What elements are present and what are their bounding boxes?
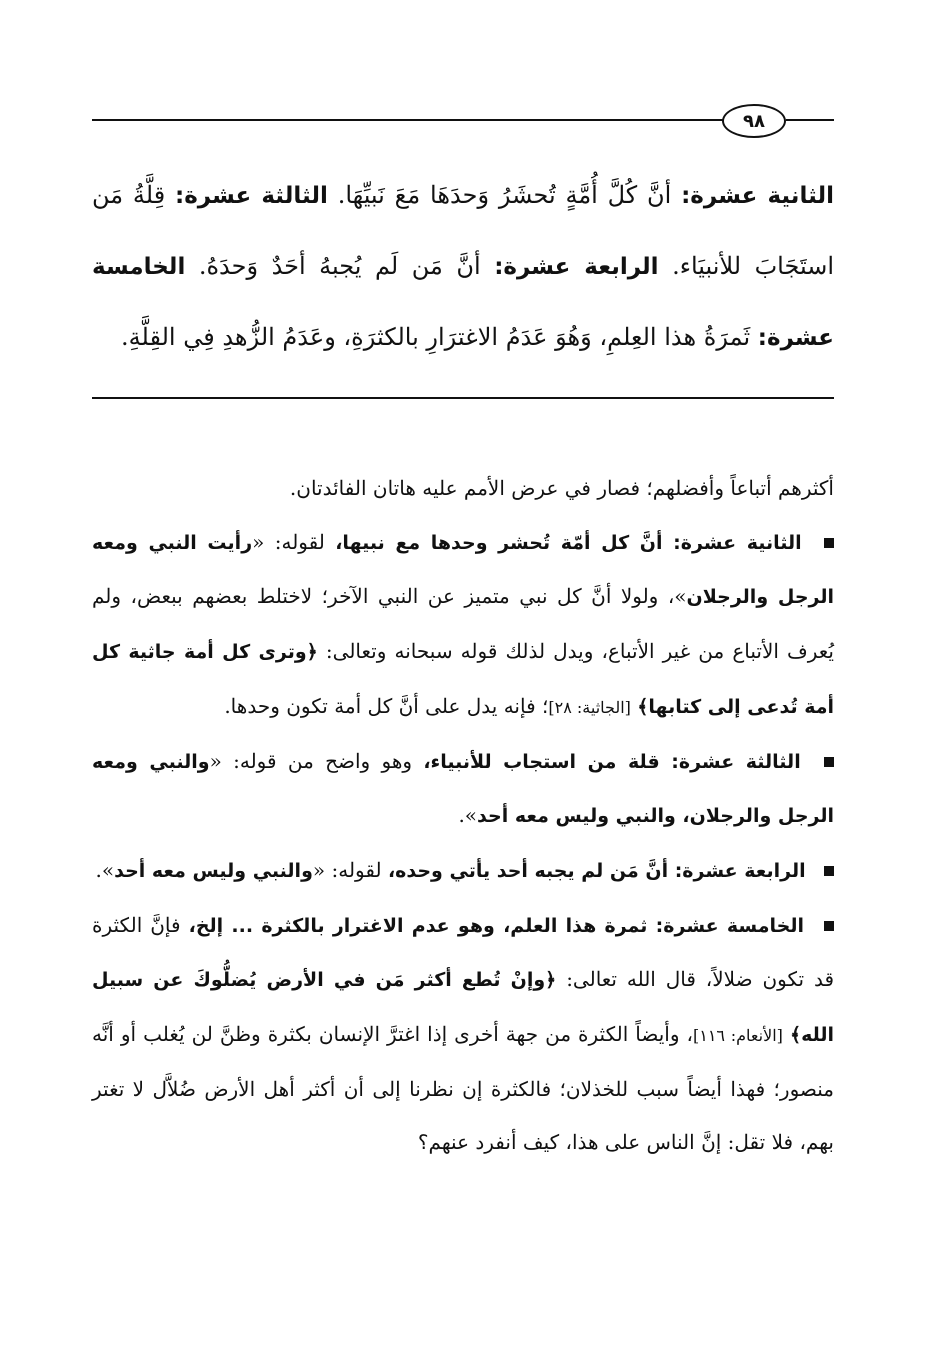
commentary-text: ». [458, 803, 478, 828]
quran-verse: ﴿وترى كل أمة جاثية كل أمة تُدعى إلى كتابها﴾ [92, 641, 834, 718]
page-number: ٩٨ [722, 104, 786, 138]
square-bullet-icon [824, 757, 834, 767]
square-bullet-icon [824, 921, 834, 931]
matn-text-13: قِلَّةُ مَن استَجَابَ للأنبيَاء. [92, 181, 835, 280]
commentary-paragraph-15 [92, 899, 834, 1171]
commentary-intro: أكثرهم أتباعاً وأفضلهم؛ فصار في عرض الأمم عليه هاتان الفائدتان. [289, 476, 834, 500]
commentary-paragraph-14 [92, 844, 834, 899]
commentary-label: الثانية عشرة: أنَّ كل أمّة تُحشر وحدها مع نبيها، [335, 531, 802, 554]
matn-label-12: الثانية عشرة: [681, 183, 834, 209]
header-rule [92, 119, 732, 121]
matn-label-13: الثالثة عشرة: [175, 183, 328, 209]
verse-reference: [الأنعام: ١١٦] [692, 1026, 783, 1046]
hadith-quote: والنبي وليس معه أحد [114, 859, 313, 882]
square-bullet-icon [824, 866, 834, 876]
commentary-text: وهو واضح من قوله: « [209, 748, 413, 773]
commentary-paragraph-12 [92, 516, 834, 735]
section-divider [92, 397, 834, 399]
commentary [92, 462, 834, 1170]
quran-verse: ﴿وإنْ تُطع أكثر مَن في الأرض يُضلُّوكَ عن سبيل الله﴾ [92, 969, 834, 1047]
matn-text-14: أنَّ مَن لَم يُجبهُ أحَدٌ وَحدَهُ. [198, 252, 481, 280]
matn-text [92, 160, 834, 373]
hadith-quote: والنبي ومعه الرجل والرجلان، والنبي وليس معه أحد [92, 750, 834, 828]
commentary-text: ». [95, 857, 115, 882]
matn-text-15: ثَمرَةُ هذا العِلمِ، وَهُوَ عَدَمُ الاغترَارِ بالكثرَةِ، وعَدَمُ الزُّهدِ فِي القِلَّةِ. [121, 323, 751, 351]
hadith-quote: رأيت النبي ومعه الرجل والرجلان [92, 531, 834, 609]
commentary-label: الخامسة عشرة: ثمرة هذا العلم، وهو عدم الاغترار بالكثرة ... إلخ، [188, 914, 804, 937]
page-header [92, 100, 834, 140]
commentary-text: لقوله: « [252, 529, 325, 554]
matn-text-12: أنَّ كُلَّ أُمَّةٍ تُحشَرُ وَحدَهَا مَعَ نَبيِّهَا. [337, 181, 672, 209]
commentary-label: الثالثة عشرة: قلة من استجاب للأنبياء، [423, 750, 801, 773]
square-bullet-icon [824, 538, 834, 548]
commentary-text: ؛ فإنه يدل على أنَّ كل أمة تكون وحدها. [224, 693, 549, 718]
commentary-text: لقوله: « [312, 857, 382, 882]
commentary-text: فإنَّ الكثرة قد تكون ضلالاً، قال الله تعالى: [92, 912, 834, 992]
matn-label-15: الخامسة عشرة: [92, 254, 834, 351]
matn-label-14: الرابعة عشرة: [494, 254, 659, 280]
commentary-text: »، ولولا أنَّ كل نبي متميز عن النبي الآخر؛ لاختلط بعضهم ببعض، ولم يُعرف الأتباع من غير الأتباع، ويدل لذلك قوله سبحانه وتعالى: [92, 584, 834, 664]
verse-reference: [الجاثية: ٢٨] [548, 697, 631, 717]
commentary-paragraph-13 [92, 735, 834, 844]
header-rule [786, 119, 834, 121]
commentary-label: الرابعة عشرة: أنَّ مَن لم يجبه أحد يأتي وحده، [387, 859, 806, 882]
commentary-text: ، وأيضاً الكثرة من جهة أخرى إذا اغترَّ الإنسان بكثرة وظنَّ لن يُغلب أو أنَّه منصور؛ فهذا أيضاً سبب للخذلان؛ فالكثرة إن نظرنا إلى أن أكثر أهل الأرض ضُلاَّل لا تغتر بهم، فلا تقل: إنَّ الناس على هذا، كيف أنفرد عنهم؟ [92, 1022, 834, 1155]
